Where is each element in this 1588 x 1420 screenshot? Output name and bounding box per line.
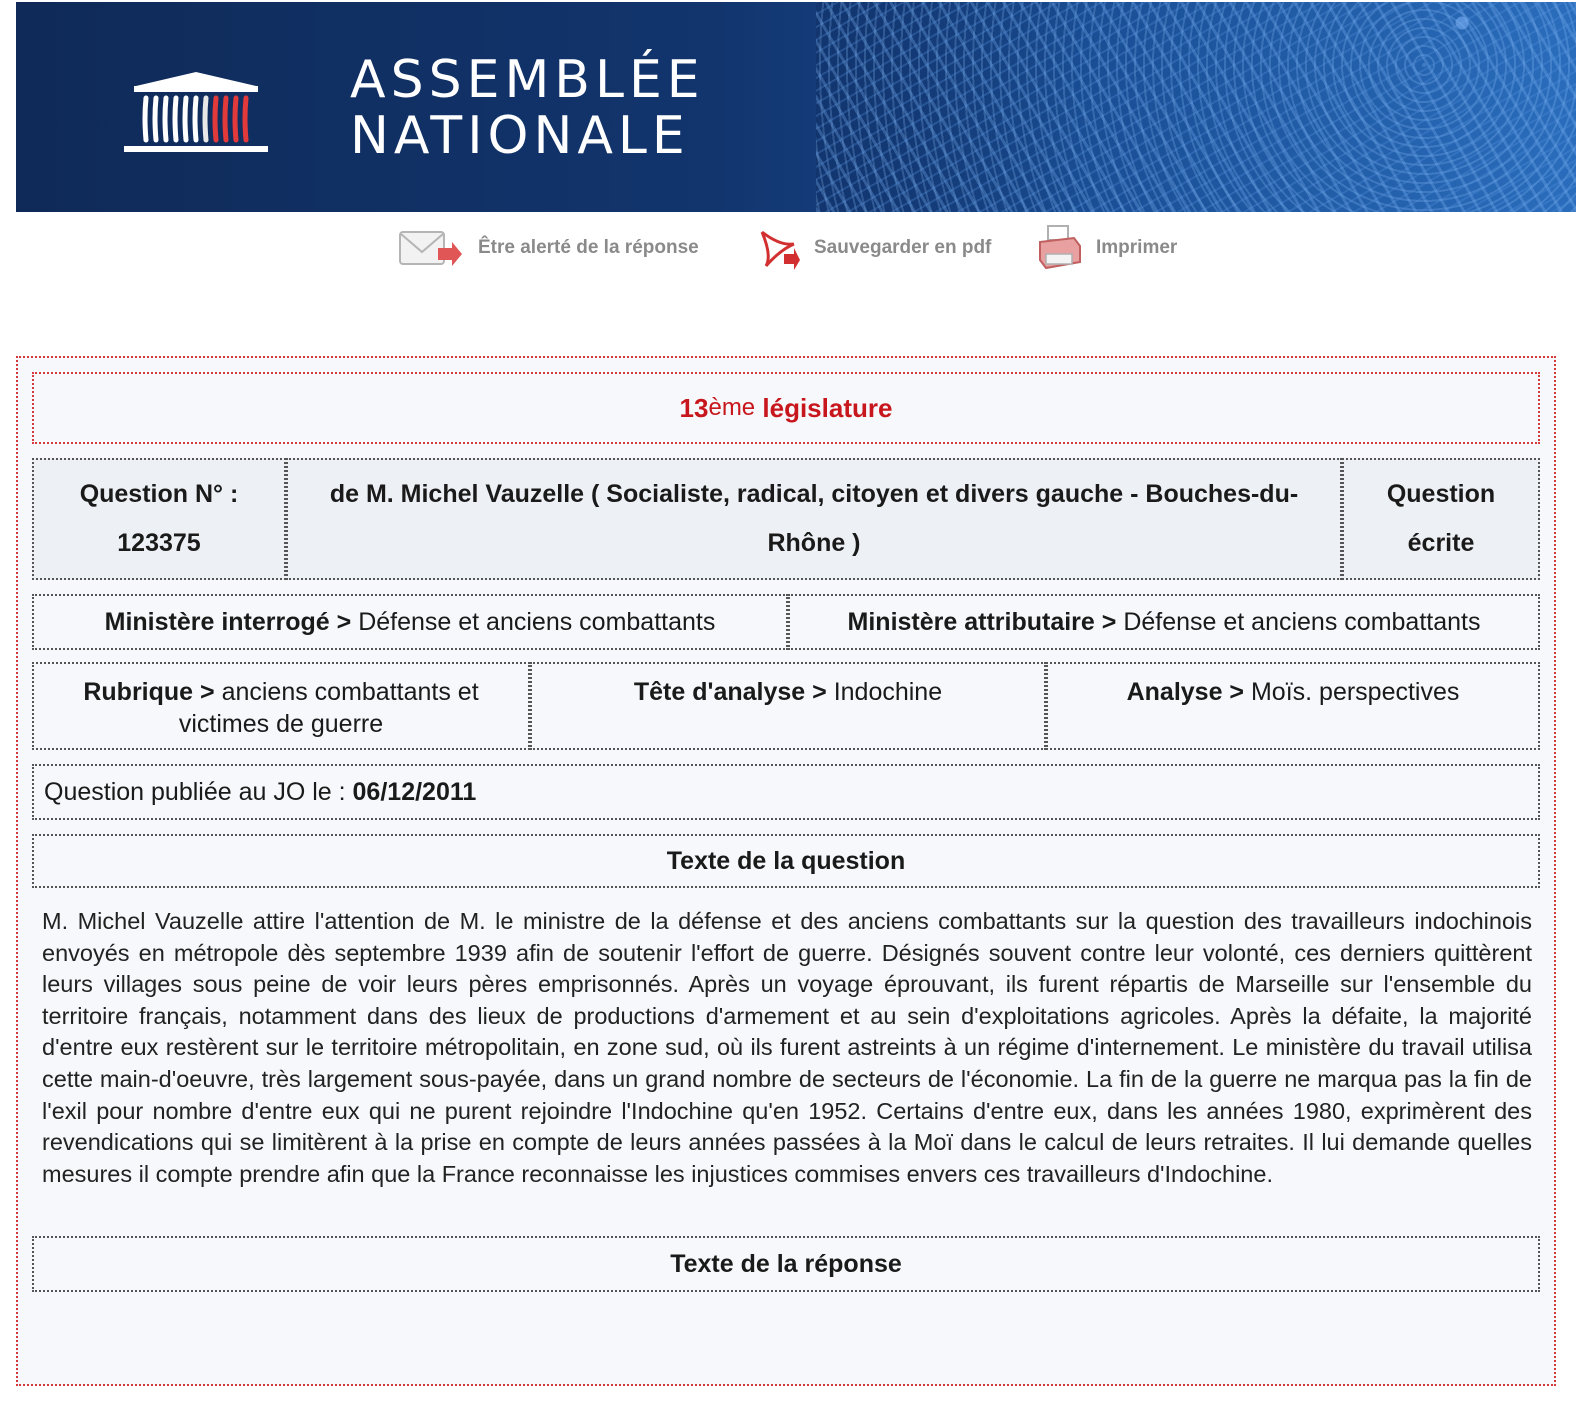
printer-icon	[1036, 224, 1082, 272]
ministere-attributaire-cell	[788, 594, 1540, 650]
action-toolbar	[0, 222, 1588, 274]
analyse-label: Analyse >	[1126, 678, 1245, 706]
legislature-label: législature	[762, 392, 893, 423]
question-body: M. Michel Vauzelle attire l'attention de M. le ministre de la défense et des anciens combattants sur la question des travailleurs indochinois envoyés en métropole dès septembre 1939 afin de soutenir l'effort de guerre. Désignés souvent contre leur volonté, ces derniers quittèrent leurs villages sous peine de voir leurs pères emprisonnés. Après un voyage éprouvant, ils furent répartis de Marseille sur l'ensemble du territoire français, notamment dans des lieux de productions d'armement et au sein d'exploitations agricoles. Après la défaite, la majorité d'entre eux restèrent sur le territoire métropolitain, en zone sud, où ils furent astreints à un régime d'internement. Le ministère du travail utilisa cette main-d'oeuvre, très largement sous-payée, dans un grand nombre de secteurs de l'économie. La fin de la guerre ne marqua pas la fin de l'exil pour nombre d'entre eux qui ne purent rejoindre l'Indochine qu'en 1952. Certains d'entre eux, dans les années 1980, exprimèrent des revendications qui se limitèrent à la prise en compte de leurs années passées à la Moï dans le calcul de leurs retraites. Il lui demande quelles mesures il compte prendre afin que la France reconnaisse les injustices commises envers ces travailleurs d'Indochine.	[42, 908, 1532, 1187]
logo-line-2: NATIONALE	[350, 106, 690, 166]
pdf-icon	[756, 226, 800, 270]
legislature-heading	[32, 372, 1540, 444]
ministere-attributaire-value: Défense et anciens combattants	[1123, 607, 1481, 636]
legislature-number: 13	[679, 392, 709, 423]
question-text-heading	[32, 834, 1540, 888]
reponse-text-heading	[32, 1236, 1540, 1292]
ministere-interroge-label: Ministère interrogé >	[104, 607, 352, 636]
publication-label: Question publiée au JO le :	[44, 777, 346, 806]
question-number-label: Question N° :	[79, 480, 239, 508]
alert-button[interactable]	[398, 222, 699, 274]
tete-analyse-cell	[530, 662, 1046, 750]
alert-label: Être alerté de la réponse	[478, 237, 699, 258]
question-author-cell	[286, 458, 1342, 580]
question-number: 123375	[117, 529, 201, 557]
rubrique-value: anciens combattants et victimes de guerre	[178, 678, 479, 738]
publication-row	[32, 764, 1540, 820]
reponse-text-title: Texte de la réponse	[670, 1249, 902, 1278]
question-author: de M. Michel Vauzelle ( Socialiste, radical, citoyen et divers gauche - Bouches-du-Rhône )	[329, 480, 1299, 557]
ministere-attributaire-label: Ministère attributaire >	[847, 607, 1117, 636]
analyse-cell	[1046, 662, 1540, 750]
rubrique-cell	[32, 662, 530, 750]
site-logo-text[interactable]	[350, 52, 705, 164]
question-type: Question écrite	[1386, 480, 1496, 557]
tete-analyse-label: Tête d'analyse >	[633, 678, 827, 706]
question-type-cell	[1342, 458, 1540, 580]
tete-analyse-value: Indochine	[833, 678, 943, 706]
question-number-cell	[32, 458, 286, 580]
question-text-title: Texte de la question	[666, 846, 906, 875]
email-alert-icon	[398, 226, 464, 270]
legislature-suffix: ème	[708, 394, 756, 421]
header-banner	[16, 2, 1576, 212]
logo-line-1: ASSEMBLÉE	[350, 50, 705, 110]
ministere-interroge-cell	[32, 594, 788, 650]
print-label: Imprimer	[1096, 237, 1178, 258]
ministere-interroge-value: Défense et anciens combattants	[358, 607, 716, 636]
analyse-value: Moïs. perspectives	[1250, 678, 1460, 706]
print-button[interactable]	[1036, 222, 1177, 274]
question-frame	[16, 356, 1556, 1386]
publication-date: 06/12/2011	[352, 777, 477, 806]
hemicycle-background	[816, 2, 1576, 212]
pdf-button[interactable]	[756, 222, 991, 274]
pdf-label: Sauvegarder en pdf	[814, 237, 992, 258]
assemblee-building-logo	[116, 68, 276, 160]
rubrique-label: Rubrique >	[83, 678, 215, 706]
